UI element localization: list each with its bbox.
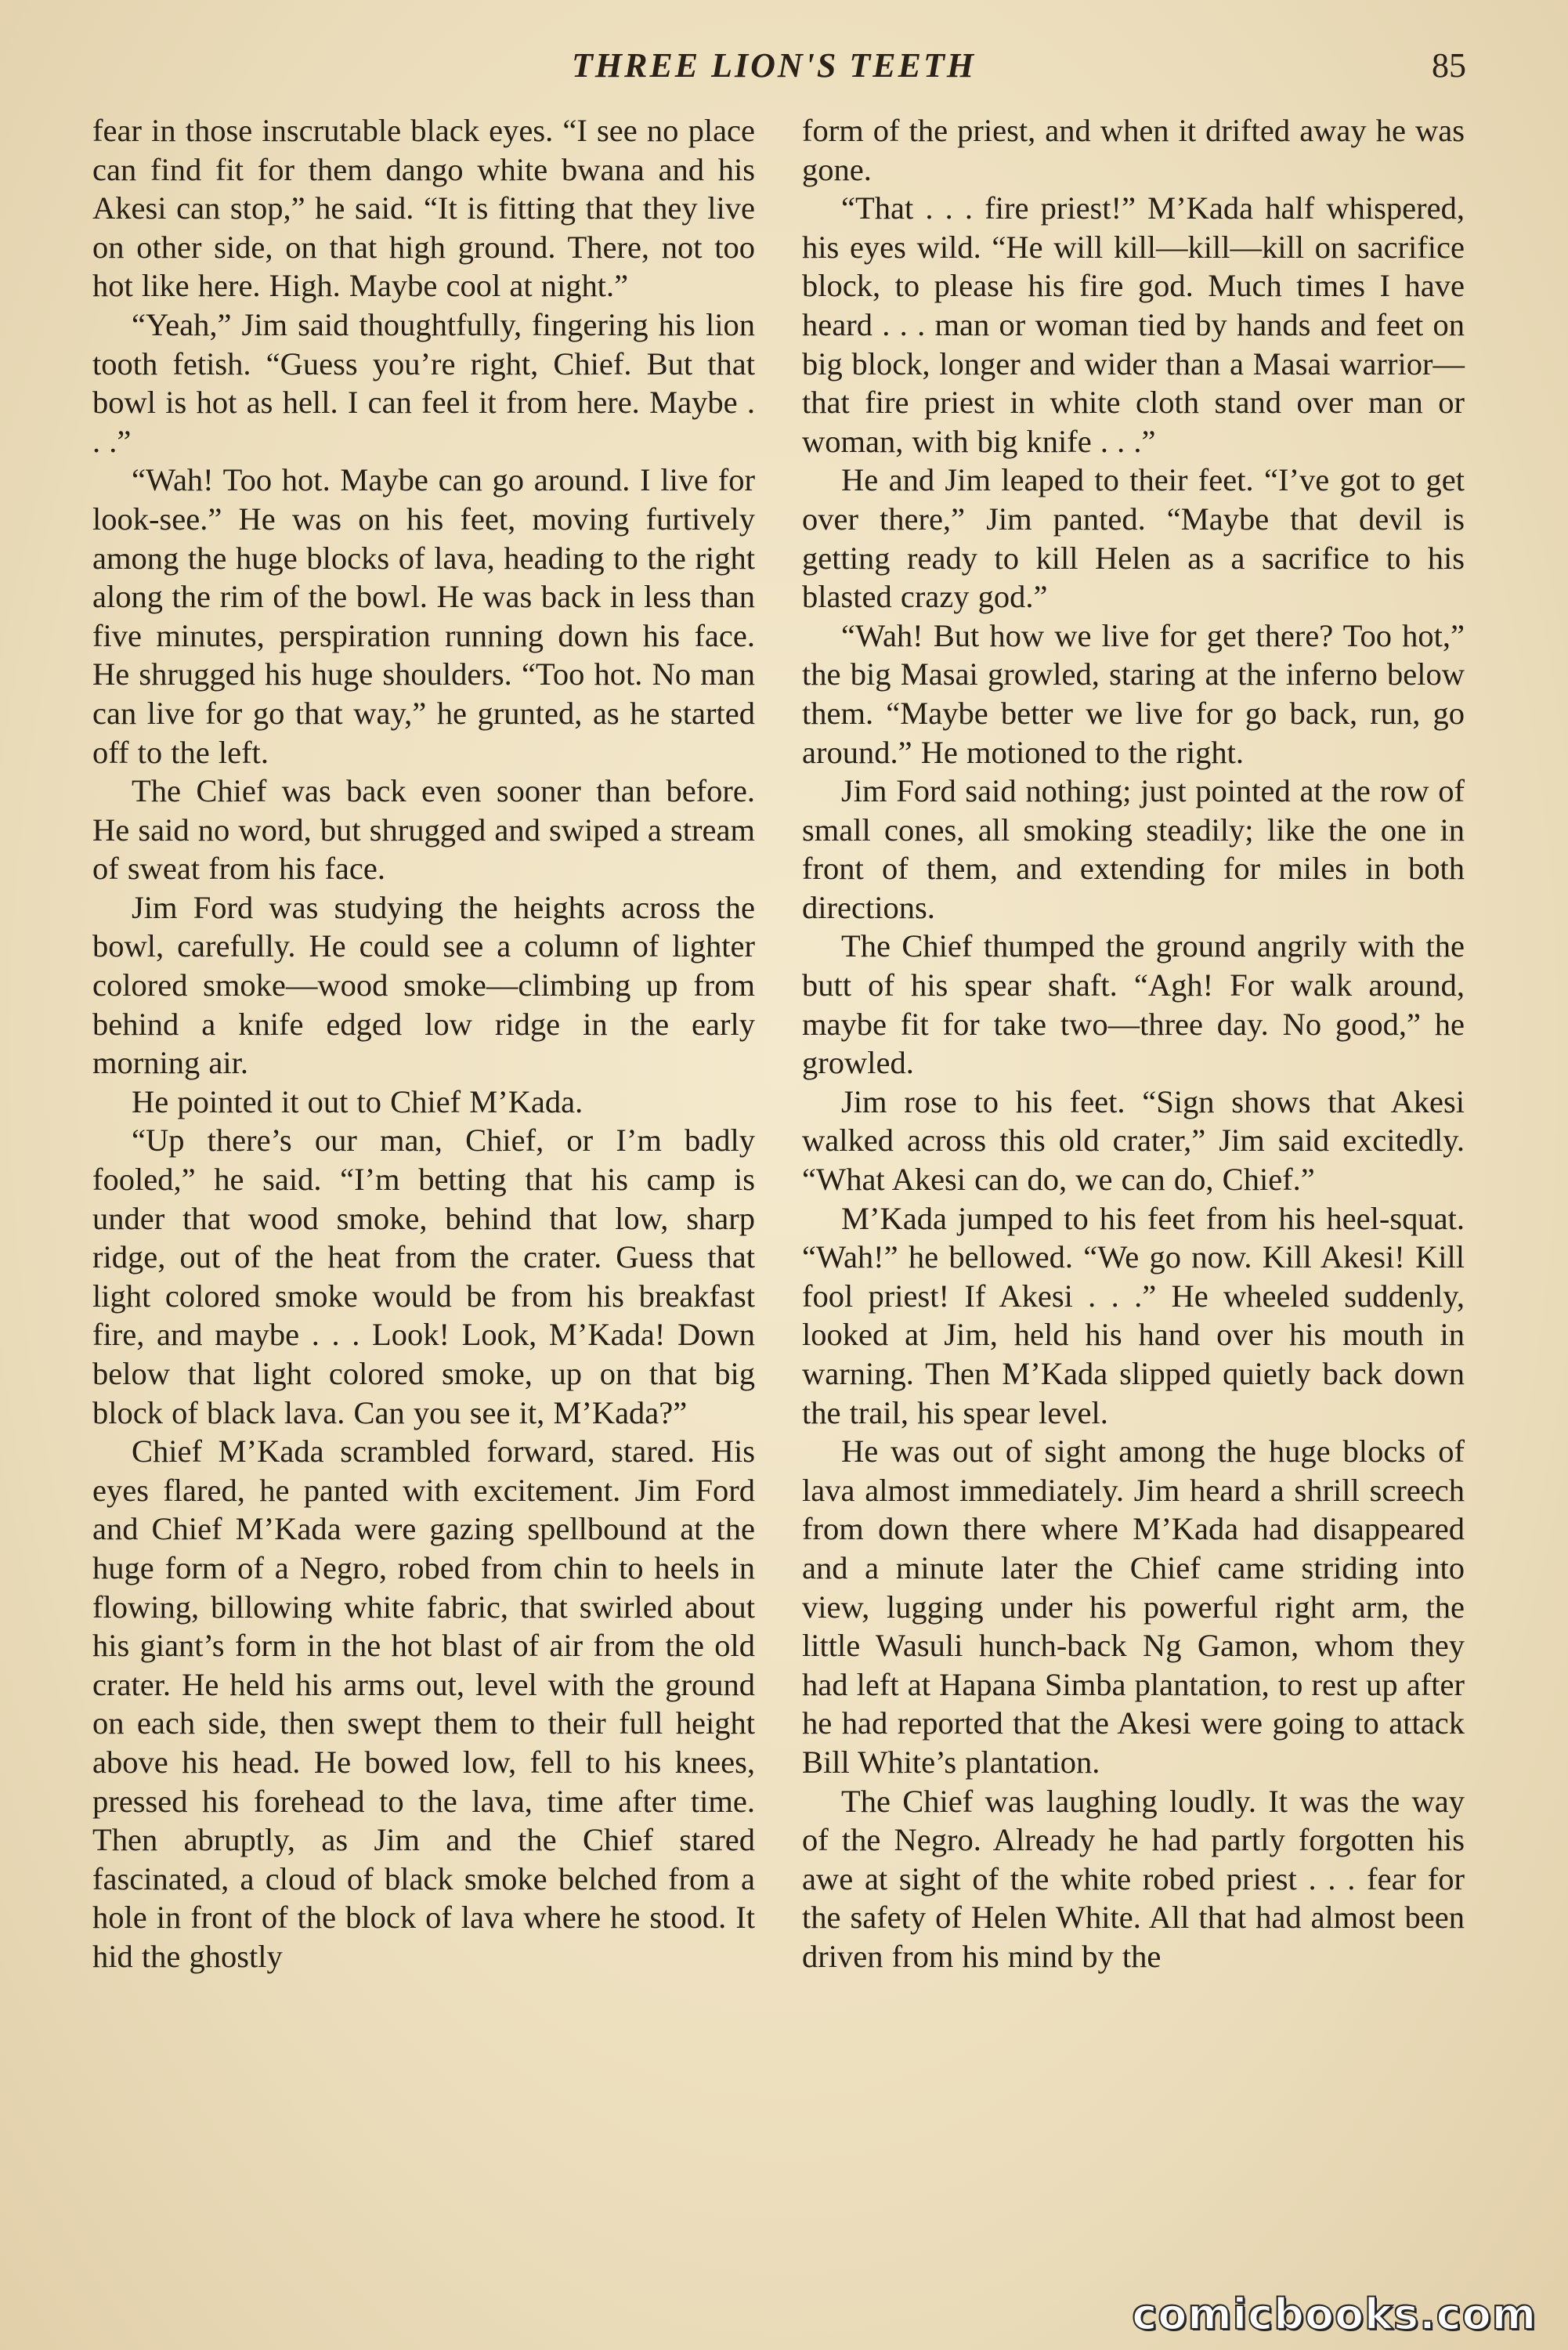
paragraph: fear in those inscrutable black eyes. “I see no place can find fit for them dango white bwana and his Akesi can stop,” he said. “It is fitting that they live on other side, on that high ground. There, not too hot like here. High. Maybe cool at night.”: [92, 113, 755, 304]
paragraph: He was out of sight among the huge blocks of lava almost immediately. Jim heard a shrill screech from down there where M’Kada had disappeared and a minute later the Chief came striding into view, lugging under his powerful right arm, the little Wasuli hunch-back Ng Gamon, whom they had left at Hapana Simba plantation, to rest up after he had reported that the Akesi were going to attack Bill White’s plantation.: [802, 1434, 1465, 1780]
paragraph: The Chief was laughing loudly. It was the way of the Negro. Already he had partly forgotten his awe at sight of the white robed priest . . . fear for the safety of Helen White. All that had almost been driven from his mind by the: [802, 1783, 1465, 1974]
paragraph: Chief M’Kada scrambled forward, stared. His eyes flared, he panted with excitement. Jim Ford and Chief M’Kada were gazing spellbound at the huge form of a Negro, robed from chin to heels in flowing, billowing white fabric, that swirled about his giant’s form in the hot blast of air from the old crater. He held his arms out, level with the ground on each side, then swept them to their full height above his head. He bowed low, fell to his knees, pressed his forehead to the lava, time after time. Then abruptly, as Jim and the Chief stared fascinated, a cloud of black smoke belched from a hole in front of the block of lava where he stood. It hid the ghostly: [92, 1434, 755, 1974]
paragraph: Jim rose to his feet. “Sign shows that Akesi walked across this old crater,” Jim said excitedly. “What Akesi can do, we can do, Chief.”: [802, 1083, 1465, 1198]
paragraph: He and Jim leaped to their feet. “I’ve got to get over there,” Jim panted. “Maybe that devil is getting ready to kill Helen as a sacrifice to his blasted crazy god.”: [802, 462, 1465, 615]
running-title: THREE LION'S TEETH: [572, 46, 977, 85]
site-watermark: comicbooks.com: [1132, 2290, 1537, 2339]
paragraph: Jim Ford said nothing; just pointed at the row of small cones, all smoking steadily; like the one in front of them, and extending for miles in both directions.: [802, 773, 1465, 925]
paragraph: He pointed it out to Chief M’Kada.: [132, 1083, 583, 1119]
paragraph: Jim Ford was studying the heights across the bowl, carefully. He could see a column of lighter colored smoke—wood smoke—climbing up from behind a knife edged low ridge in the early morning air.: [92, 889, 755, 1081]
paragraph: The Chief was back even sooner than before. He said no word, but shrugged and swiped a stream of sweat from his face.: [92, 773, 755, 887]
paragraph: “Yeah,” Jim said thoughtfully, fingering his lion tooth fetish. “Guess you’re right, Chief. But that bowl is hot as hell. I can feel it from here. Maybe . . .”: [92, 306, 755, 459]
paragraph: “Up there’s our man, Chief, or I’m badly fooled,” he said. “I’m betting that his camp is under that wood smoke, behind that low, sharp ridge, out of the heat from the crater. Guess that light colored smoke would be from his breakfast fire, and maybe . . . Look! Look, M’Kada! Down below that light colored smoke, up on that big block of black lava. Can you see it, M’Kada?”: [92, 1123, 755, 1430]
left-column: [92, 111, 755, 1976]
page-number: 85: [1432, 46, 1466, 85]
paragraph: form of the priest, and when it drifted away he was gone.: [802, 113, 1465, 187]
paragraph: The Chief thumped the ground angrily with the butt of his spear shaft. “Agh! For walk around, maybe fit for take two—three day. No good,” he growled.: [802, 928, 1465, 1081]
paragraph: “Wah! But how we live for get there? Too hot,” the big Masai growled, staring at the inferno below them. “Maybe better we live for go back, run, go around.” He motioned to the right.: [802, 617, 1465, 770]
paragraph: M’Kada jumped to his feet from his heel-squat. “Wah!” he bellowed. “We go now. Kill Akesi! Kill fool priest! If Akesi . . .” He wheeled suddenly, looked at Jim, held his hand over his mouth in warning. Then M’Kada slipped quietly back down the trail, his spear level.: [802, 1200, 1465, 1430]
paragraph: “That . . . fire priest!” M’Kada half whispered, his eyes wild. “He will kill—kill—kill on sacrifice block, to please his fire god. Much times I have heard . . . man or woman tied by hands and feet on big block, longer and wider than a Masai warrior—that fire priest in white cloth stand over man or woman, with big knife . . .”: [802, 190, 1465, 459]
right-column: [802, 111, 1465, 1976]
running-head: [0, 45, 1568, 92]
paragraph: “Wah! Too hot. Maybe can go around. I live for look-see.” He was on his feet, moving furtively among the huge blocks of lava, heading to the right along the rim of the bowl. He was back in less than five minutes, perspiration running down his face. He shrugged his huge shoulders. “Too hot. No man can live for go that way,” he grunted, as he started off to the left.: [92, 462, 755, 770]
